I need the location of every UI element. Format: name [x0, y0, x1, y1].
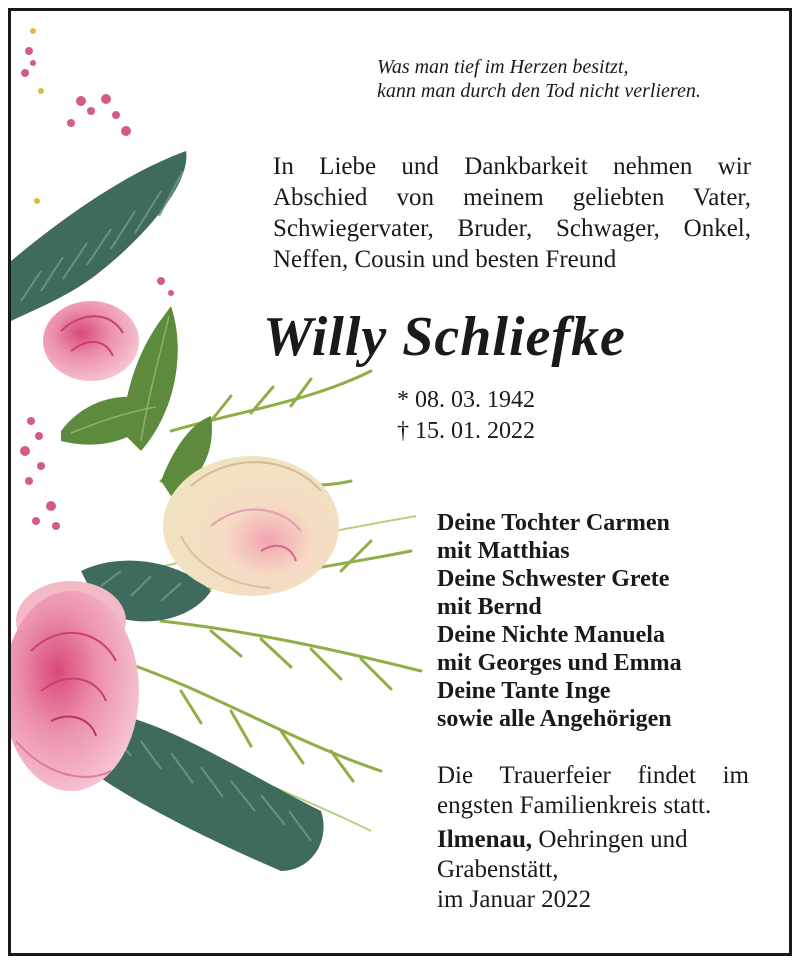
mourner-line: Deine Nichte Manuela: [437, 622, 665, 648]
obituary-notice: [8, 8, 792, 956]
intro-line: Neffen, Cousin und besten Freund: [273, 246, 617, 273]
death-date: † 15. 01. 2022: [397, 418, 535, 444]
mourners-list: [437, 509, 777, 733]
mourner-line: Deine Schwester Grete: [437, 566, 670, 592]
mourner-line: sowie alle Angehörigen: [437, 706, 672, 732]
notice-date: im Januar 2022: [437, 886, 592, 913]
mourner-line: Deine Tante Inge: [437, 678, 611, 704]
intro-line: Schwiegervater, Bruder, Schwager, Onkel,: [273, 215, 751, 242]
intro-line: Abschied von meinem geliebten Vater,: [273, 184, 751, 211]
place-and-date: [437, 825, 757, 915]
motto-quote: [377, 55, 757, 103]
rose-lower: [11, 581, 139, 791]
motto-line: kann man durch den Tod nicht verlieren.: [377, 80, 701, 102]
mourner-line: mit Georges und Emma: [437, 650, 682, 676]
funeral-line: Die Trauerfeier findet im: [437, 762, 749, 789]
place-towns-rest: Oehringen und: [532, 826, 688, 853]
funeral-line: engsten Familienkreis statt.: [437, 792, 712, 819]
mourner-line: Deine Tochter Carmen: [437, 510, 670, 536]
birth-date: * 08. 03. 1942: [397, 387, 535, 413]
mourner-line: mit Bernd: [437, 594, 542, 620]
motto-line: Was man tief im Herzen besitzt,: [377, 56, 629, 78]
intro-line: In Liebe und Dankbarkeit nehmen wir: [273, 153, 751, 180]
place-line: Grabenstätt,: [437, 856, 559, 883]
rose-upper: [43, 301, 139, 381]
rose-cream: [163, 456, 339, 596]
place-town: Ilmenau,: [437, 826, 533, 853]
deceased-name: Willy Schliefke: [263, 306, 626, 368]
place-line: [437, 825, 757, 855]
life-dates: [397, 385, 535, 447]
flower-bouquet-image: [11, 11, 451, 911]
mourner-line: mit Matthias: [437, 538, 570, 564]
intro-text: [273, 151, 751, 275]
funeral-info: [437, 761, 749, 821]
